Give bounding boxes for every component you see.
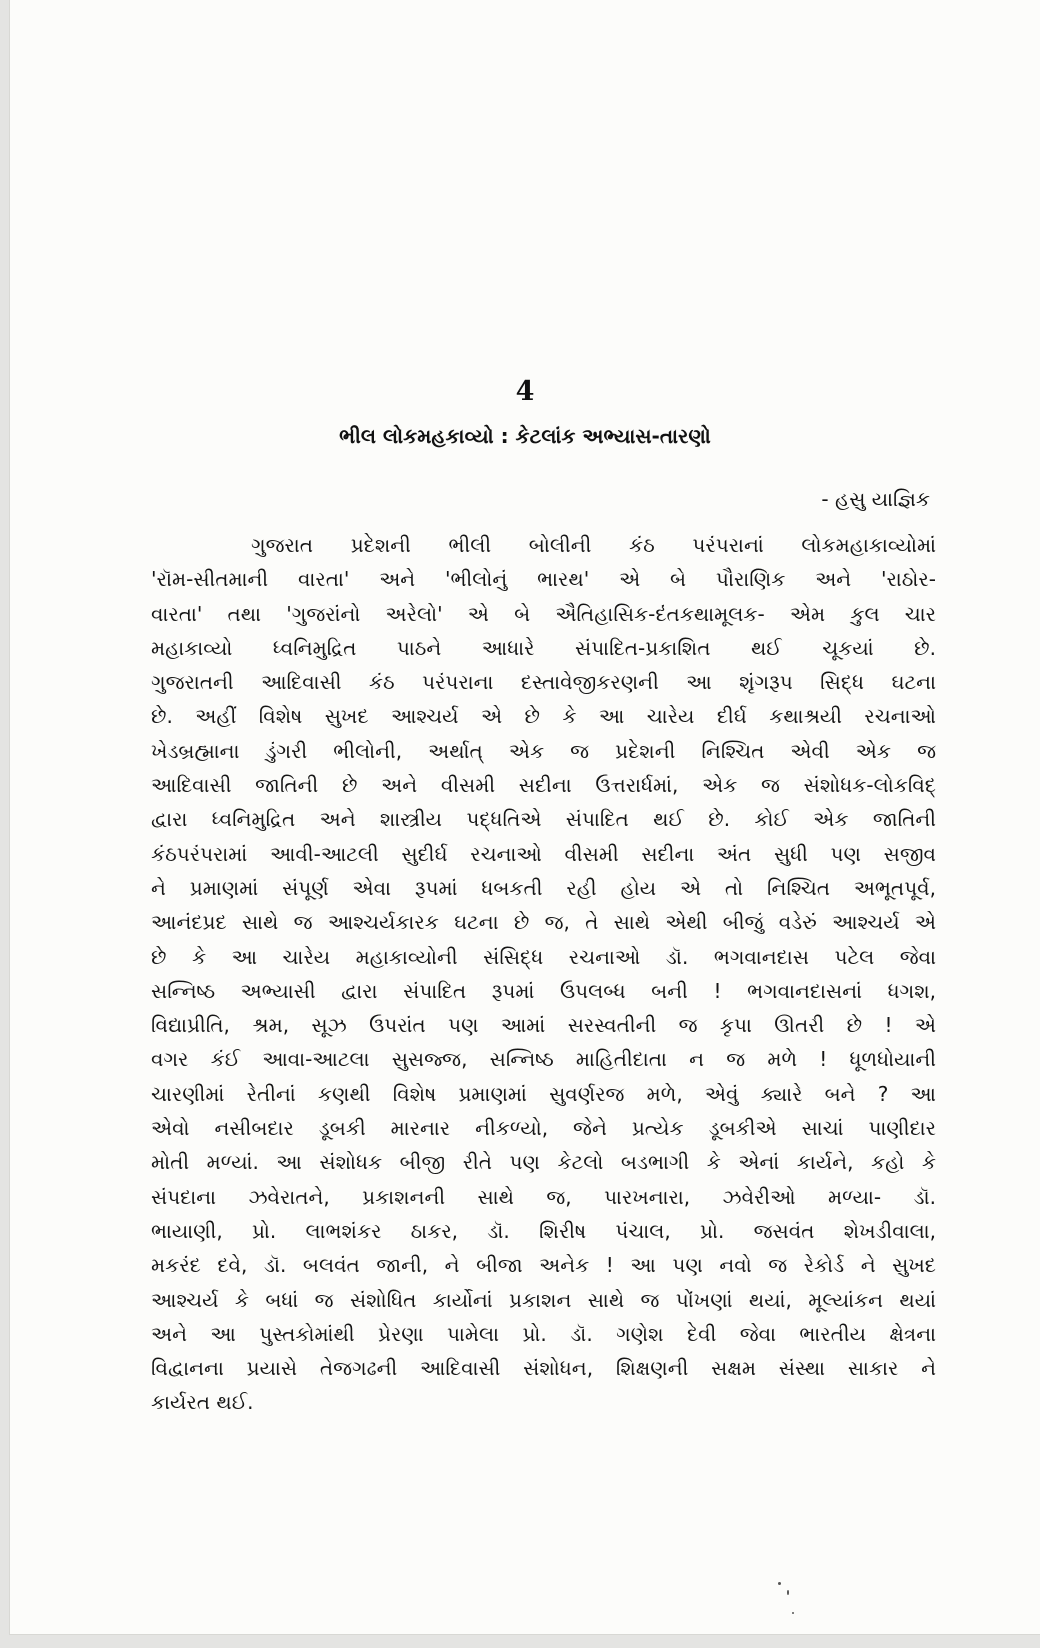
chapter-title: ભીલ લોકમહકાવ્યો : કેટલાંક અભ્યાસ-તારણો xyxy=(339,424,711,448)
text-line: સંપદાના ઝવેરાતને, પ્રકાશનની સાથે જ, પારખનારા, ઝવેરીઓ મળ્યા- ડૉ. xyxy=(151,1184,936,1209)
author-byline: - હસુ યાજ્ઞિક xyxy=(821,487,930,511)
text-line: ગુજરાતની આદિવાસી કંઠ પરંપરાના દસ્તાવેજીકરણની આ શૃંગરૂપ સિદ્ધ ઘટના xyxy=(151,670,936,695)
text-line: કંઠપરંપરામાં આવી-આટલી સુદીર્ઘ રચનાઓ વીસમી સદીના અંત સુધી પણ સજીવ xyxy=(151,841,936,866)
text-line: દ્વારા ધ્વનિમુદ્રિત અને શાસ્ત્રીય પદ્ધતિએ સંપાદિત થઈ છે. કોઈ એક જાતિની xyxy=(151,807,936,832)
text-line: વિદ્વાનના પ્રયાસે તેજગઢની આદિવાસી સંશોધન, શિક્ષણની સક્ષમ સંસ્થા સાકાર ને xyxy=(151,1356,936,1381)
paper-speck xyxy=(792,1612,794,1614)
text-line: વગર કંઈ આવા-આટલા સુસજ્જ, સન્નિષ્ઠ માહિતીદાતા ન જ મળે ! ધૂળધોયાની xyxy=(151,1047,936,1072)
text-line: કાર્યરત થઈ. xyxy=(151,1390,254,1415)
paper-speck xyxy=(778,1582,781,1585)
text-line: આશ્ચર્ય કે બધાં જ સંશોધિત કાર્યોનાં પ્રકાશન સાથે જ પોંખણાં થયાં, મૂલ્યાંકન થયાં xyxy=(151,1287,936,1312)
show-through-text xyxy=(140,125,400,147)
text-line: ને પ્રમાણમાં સંપૂર્ણ એવા રૂપમાં ધબકતી રહી હોય એ તો નિશ્ચિત અભૂતપૂર્વ, xyxy=(151,875,936,900)
text-line: વિદ્યાપ્રીતિ, શ્રમ, સૂઝ ઉપરાંત પણ આમાં સરસ્વતીની જ કૃપા ઊતરી છે ! એ xyxy=(151,1013,936,1038)
text-line: આનંદપ્રદ સાથે જ આશ્ચર્યકારક ઘટના છે જ, તે સાથે એથી બીજું વડેરું આશ્ચર્ય એ xyxy=(151,910,936,935)
text-line: છે. અહીં વિશેષ સુખદ આશ્ચર્ય એ છે કે આ ચારેય દીર્ઘ કથાશ્રયી રચનાઓ xyxy=(151,704,936,729)
text-line: સન્નિષ્ઠ અભ્યાસી દ્વારા સંપાદિત રૂપમાં ઉપલબ્ધ બની ! ભગવાનદાસનાં ધગશ, xyxy=(151,978,936,1003)
text-line: ગુજરાત પ્રદેશની ભીલી બોલીની કંઠ પરંપરાનાં લોકમહાકાવ્યોમાં xyxy=(251,533,936,557)
text-line: મોતી મળ્યાં. આ સંશોધક બીજી રીતે પણ કેટલો બડભાગી કે એનાં કાર્યને, કહો કે xyxy=(151,1150,936,1175)
text-line: એવો નસીબદાર ડૂબકી મારનાર નીકળ્યો, જેને પ્રત્યેક ડૂબકીએ સાચાં પાણીદાર xyxy=(151,1116,936,1141)
book-page xyxy=(10,0,1040,1634)
paper-speck xyxy=(787,1590,789,1595)
text-line: 'રૉમ-સીતમાની વારતા' અને 'ભીલોનું ભારથ' એ બે પૌરાણિક અને 'રાઠોર- xyxy=(151,567,936,592)
text-line: ખેડબ્રહ્માના ડુંગરી ભીલોની, અર્થાત્ એક જ પ્રદેશની નિશ્ચિત એવી એક જ xyxy=(151,738,936,763)
body-paragraph xyxy=(151,528,936,1420)
text-line: ભાયાણી, પ્રો. લાભશંકર ઠાકર, ડૉ. શિરીષ પંચાલ, પ્રો. જસવંત શેખડીવાલા, xyxy=(151,1218,936,1243)
text-line: ચારણીમાં રેતીનાં કણથી વિશેષ પ્રમાણમાં સુવર્ણરજ મળે, એવું ક્યારે બને ? આ xyxy=(151,1081,936,1106)
text-line: મકરંદ દવે, ડૉ. બલવંત જાની, ને બીજા અનેક ! આ પણ નવો જ રેકોર્ડ ને સુખદ xyxy=(151,1253,936,1278)
chapter-number: 4 xyxy=(515,376,535,407)
text-line: મહાકાવ્યો ધ્વનિમુદ્રિત પાઠને આધારે સંપાદિત-પ્રકાશિત થઈ ચૂકયાં છે. xyxy=(151,635,936,660)
text-line: આદિવાસી જાતિની છે અને વીસમી સદીના ઉત્તરાર્ધમાં, એક જ સંશોધક-લોકવિદ્ xyxy=(151,773,936,798)
text-line: અને આ પુસ્તકોમાંથી પ્રેરણા પામેલા પ્રો. ડૉ. ગણેશ દેવી જેવા ભારતીય ક્ષેત્રના xyxy=(151,1321,936,1346)
text-line: છે કે આ ચારેય મહાકાવ્યોની સંસિદ્ધ રચનાઓ ડૉ. ભગવાનદાસ પટેલ જેવા xyxy=(151,944,936,969)
text-line: વારતા' તથા 'ગુજરાંનો અરેલો' એ બે ઐતિહાસિક-દંતકથામૂલક- એમ કુલ ચાર xyxy=(151,601,936,626)
